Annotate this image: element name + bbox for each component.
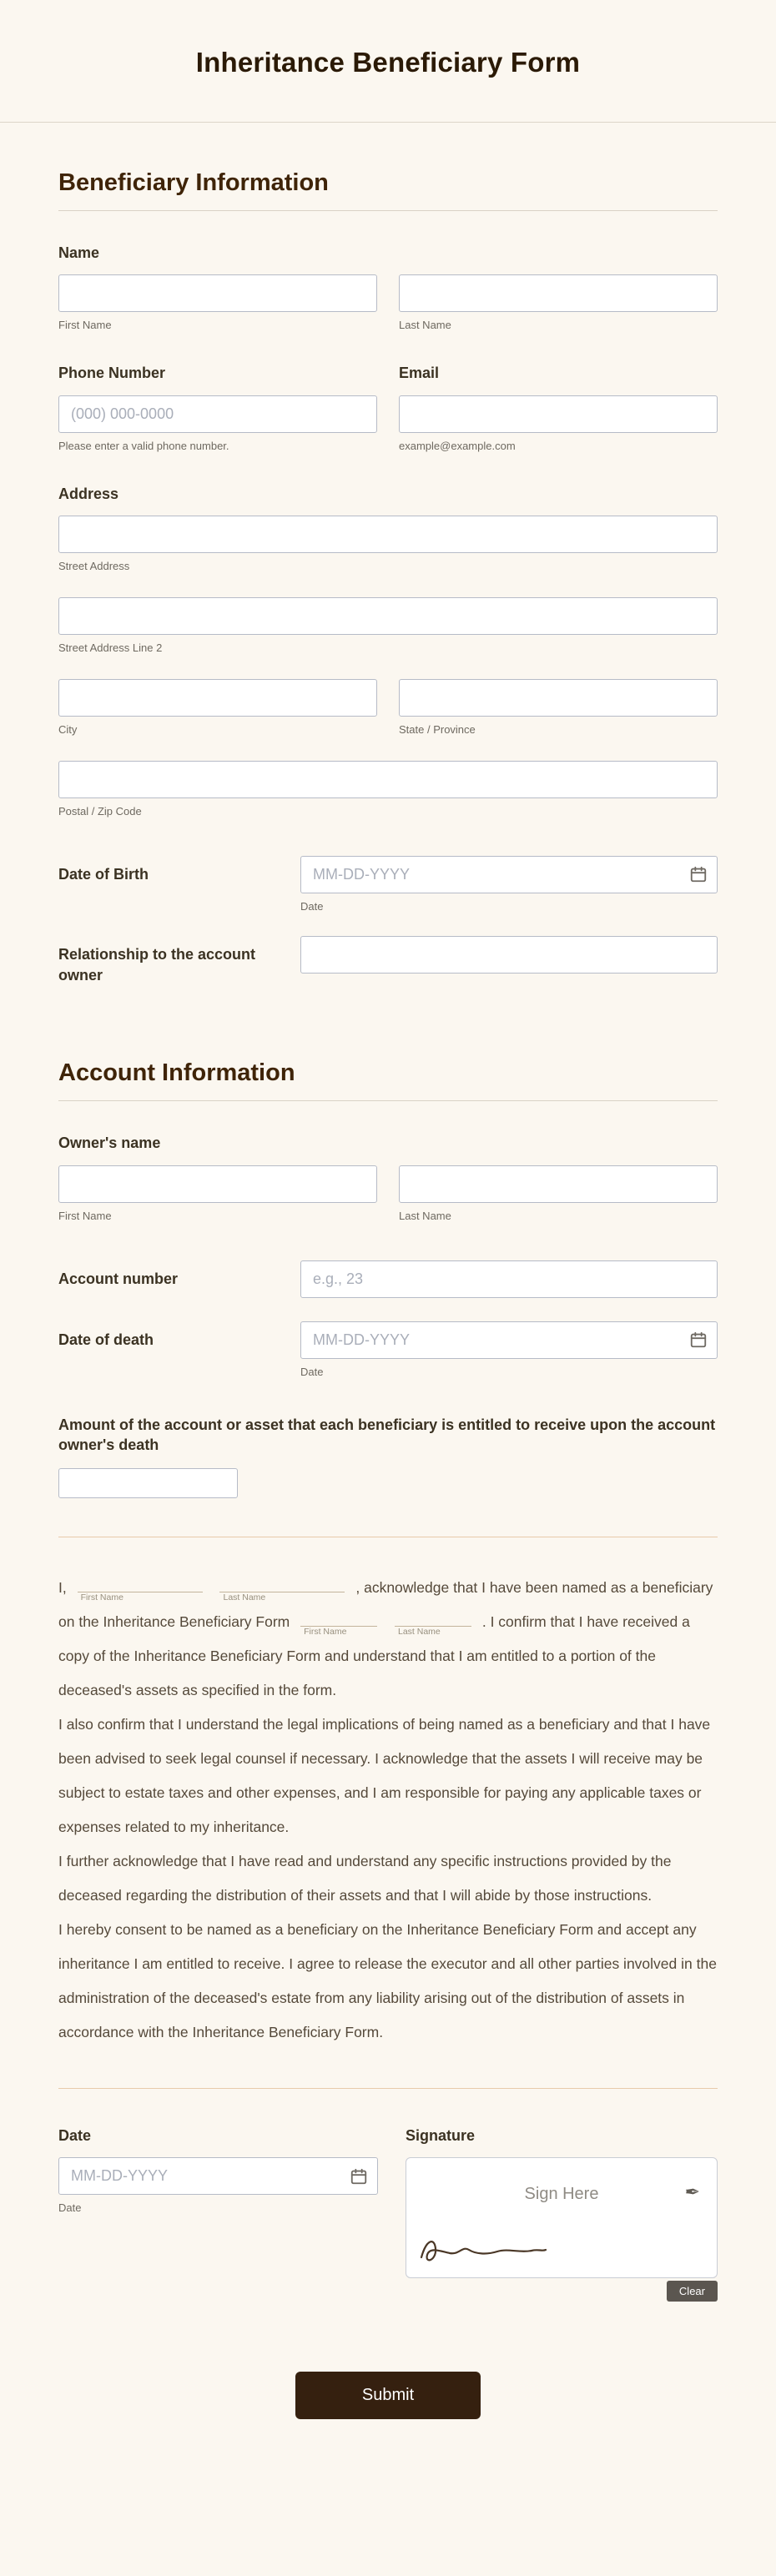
email-input[interactable] (399, 395, 718, 433)
field-address (58, 484, 718, 818)
ack-first-name-blank-2-label: First Name (304, 1627, 347, 1638)
owner-name-label: Owner's name (58, 1135, 161, 1152)
pen-nib-icon: ✒ (684, 2181, 700, 2203)
acknowledgement-paragraph-4: I hereby consent to be named as a beneficiary on the Inheritance Beneficiary Form and accept any inheritance I am entitled to receive. I agree to release the executor and all other parties involved in the administration of the deceased's estate from any liability arising out of the distribution of assets in accordance with the Inheritance Beneficiary Form. (58, 1921, 717, 2041)
first-name-sublabel: First Name (58, 319, 112, 332)
last-name-input[interactable] (399, 274, 718, 312)
field-date-of-birth (58, 856, 718, 913)
ack-last-name-blank-2[interactable] (395, 1615, 471, 1638)
first-name-input[interactable] (58, 274, 377, 312)
field-account-number (58, 1260, 718, 1298)
last-name-sublabel: Last Name (399, 319, 451, 332)
signature-label: Signature (406, 2127, 476, 2145)
field-owner-name (58, 1133, 718, 1221)
phone-sublabel: Please enter a valid phone number. (58, 439, 229, 452)
sign-here-text: Sign Here (524, 2185, 599, 2204)
street-address-2-sublabel: Street Address Line 2 (58, 641, 163, 654)
owner-last-name-sublabel: Last Name (399, 1209, 451, 1222)
address-label: Address (58, 485, 119, 502)
street-address-input[interactable] (58, 516, 718, 553)
owner-first-name-input[interactable] (58, 1165, 377, 1203)
amount-label: Amount of the account or asset that each beneficiary is entitled to receive upon the account owner's death (58, 1416, 716, 1453)
date-of-birth-sublabel: Date (300, 899, 324, 913)
name-label: Name (58, 244, 100, 261)
clear-signature-button[interactable]: Clear (667, 2281, 718, 2302)
city-sublabel: City (58, 722, 78, 736)
acknowledgement-paragraph-3: I further acknowledge that I have read and understand any specific instructions provided by the deceased regarding the distribution of their assets and that I will abide by those instructions. (58, 1853, 672, 1904)
date-input[interactable] (58, 2157, 378, 2195)
date-of-birth-input[interactable] (300, 856, 718, 893)
amount-input[interactable] (58, 1468, 238, 1498)
calendar-icon[interactable] (350, 2167, 368, 2186)
state-sublabel: State / Province (399, 722, 476, 736)
date-of-death-label: Date of death (58, 1331, 154, 1348)
date-label: Date (58, 2127, 92, 2145)
signature-pad[interactable] (406, 2157, 718, 2278)
street-address-2-input[interactable] (58, 597, 718, 635)
account-number-input[interactable] (300, 1260, 718, 1298)
field-amount (58, 1415, 718, 1499)
ack-first-name-blank-2[interactable] (300, 1615, 377, 1638)
form-body (0, 169, 776, 2469)
email-sublabel: example@example.com (399, 439, 516, 452)
field-name (58, 243, 718, 331)
city-input[interactable] (58, 679, 377, 717)
field-signature (406, 2126, 718, 2302)
acknowledgement-text (58, 1571, 718, 2050)
state-input[interactable] (399, 679, 718, 717)
postal-input[interactable] (58, 761, 718, 798)
divider (58, 2088, 718, 2089)
field-phone-email (58, 363, 718, 451)
postal-sublabel: Postal / Zip Code (58, 804, 142, 818)
acknowledgement-paragraph-1: I, First Name Last Name , acknowledge that I have been named as a beneficiary on the Inheritance Beneficiary Form First Name Last Name . I confirm that I have received a copy of the Inheritance Beneficiary Form and understand that I am entitled to a portion of the deceased's assets as specified in the form. (58, 1579, 713, 1699)
date-signature-row (58, 2126, 718, 2302)
date-sublabel: Date (58, 2201, 82, 2215)
owner-last-name-input[interactable] (399, 1165, 718, 1203)
date-of-death-sublabel: Date (300, 1365, 324, 1378)
street-address-sublabel: Street Address (58, 559, 130, 572)
field-date-of-death (58, 1321, 718, 1378)
calendar-icon[interactable] (689, 1331, 708, 1349)
field-date (58, 2126, 378, 2302)
submit-button[interactable]: Submit (295, 2372, 481, 2419)
phone-input[interactable] (58, 395, 377, 433)
section-heading-beneficiary: Beneficiary Information (58, 169, 718, 211)
calendar-icon[interactable] (689, 865, 708, 883)
date-of-death-input[interactable] (300, 1321, 718, 1359)
ack-last-name-blank-1-label: Last Name (223, 1592, 266, 1603)
phone-label: Phone Number (58, 365, 166, 382)
submit-row (58, 2372, 718, 2419)
ack-first-name-blank-1-label: First Name (80, 1592, 123, 1603)
ack-last-name-blank-1[interactable] (219, 1581, 345, 1603)
relationship-label: Relationship to the account owner (58, 945, 256, 984)
form-header (0, 0, 776, 123)
page-title: Inheritance Beneficiary Form (195, 47, 581, 78)
email-label: Email (399, 365, 440, 382)
acknowledgement-paragraph-2: I also confirm that I understand the legal implications of being named as a beneficiary and that I have been advised to seek legal counsel if necessary. I acknowledge that the assets I will receive may be subject to estate taxes and other expenses, and I am responsible for paying any applicable taxes or expenses related to my inheritance. (58, 1716, 711, 1836)
relationship-input[interactable] (300, 936, 718, 974)
ack-last-name-blank-2-label: Last Name (397, 1627, 441, 1638)
field-relationship (58, 936, 718, 986)
signature-scribble (416, 2226, 550, 2269)
owner-first-name-sublabel: First Name (58, 1209, 112, 1222)
date-of-birth-label: Date of Birth (58, 865, 149, 883)
section-heading-account: Account Information (58, 1059, 718, 1101)
account-number-label: Account number (58, 1270, 179, 1287)
ack-first-name-blank-1[interactable] (78, 1581, 203, 1603)
